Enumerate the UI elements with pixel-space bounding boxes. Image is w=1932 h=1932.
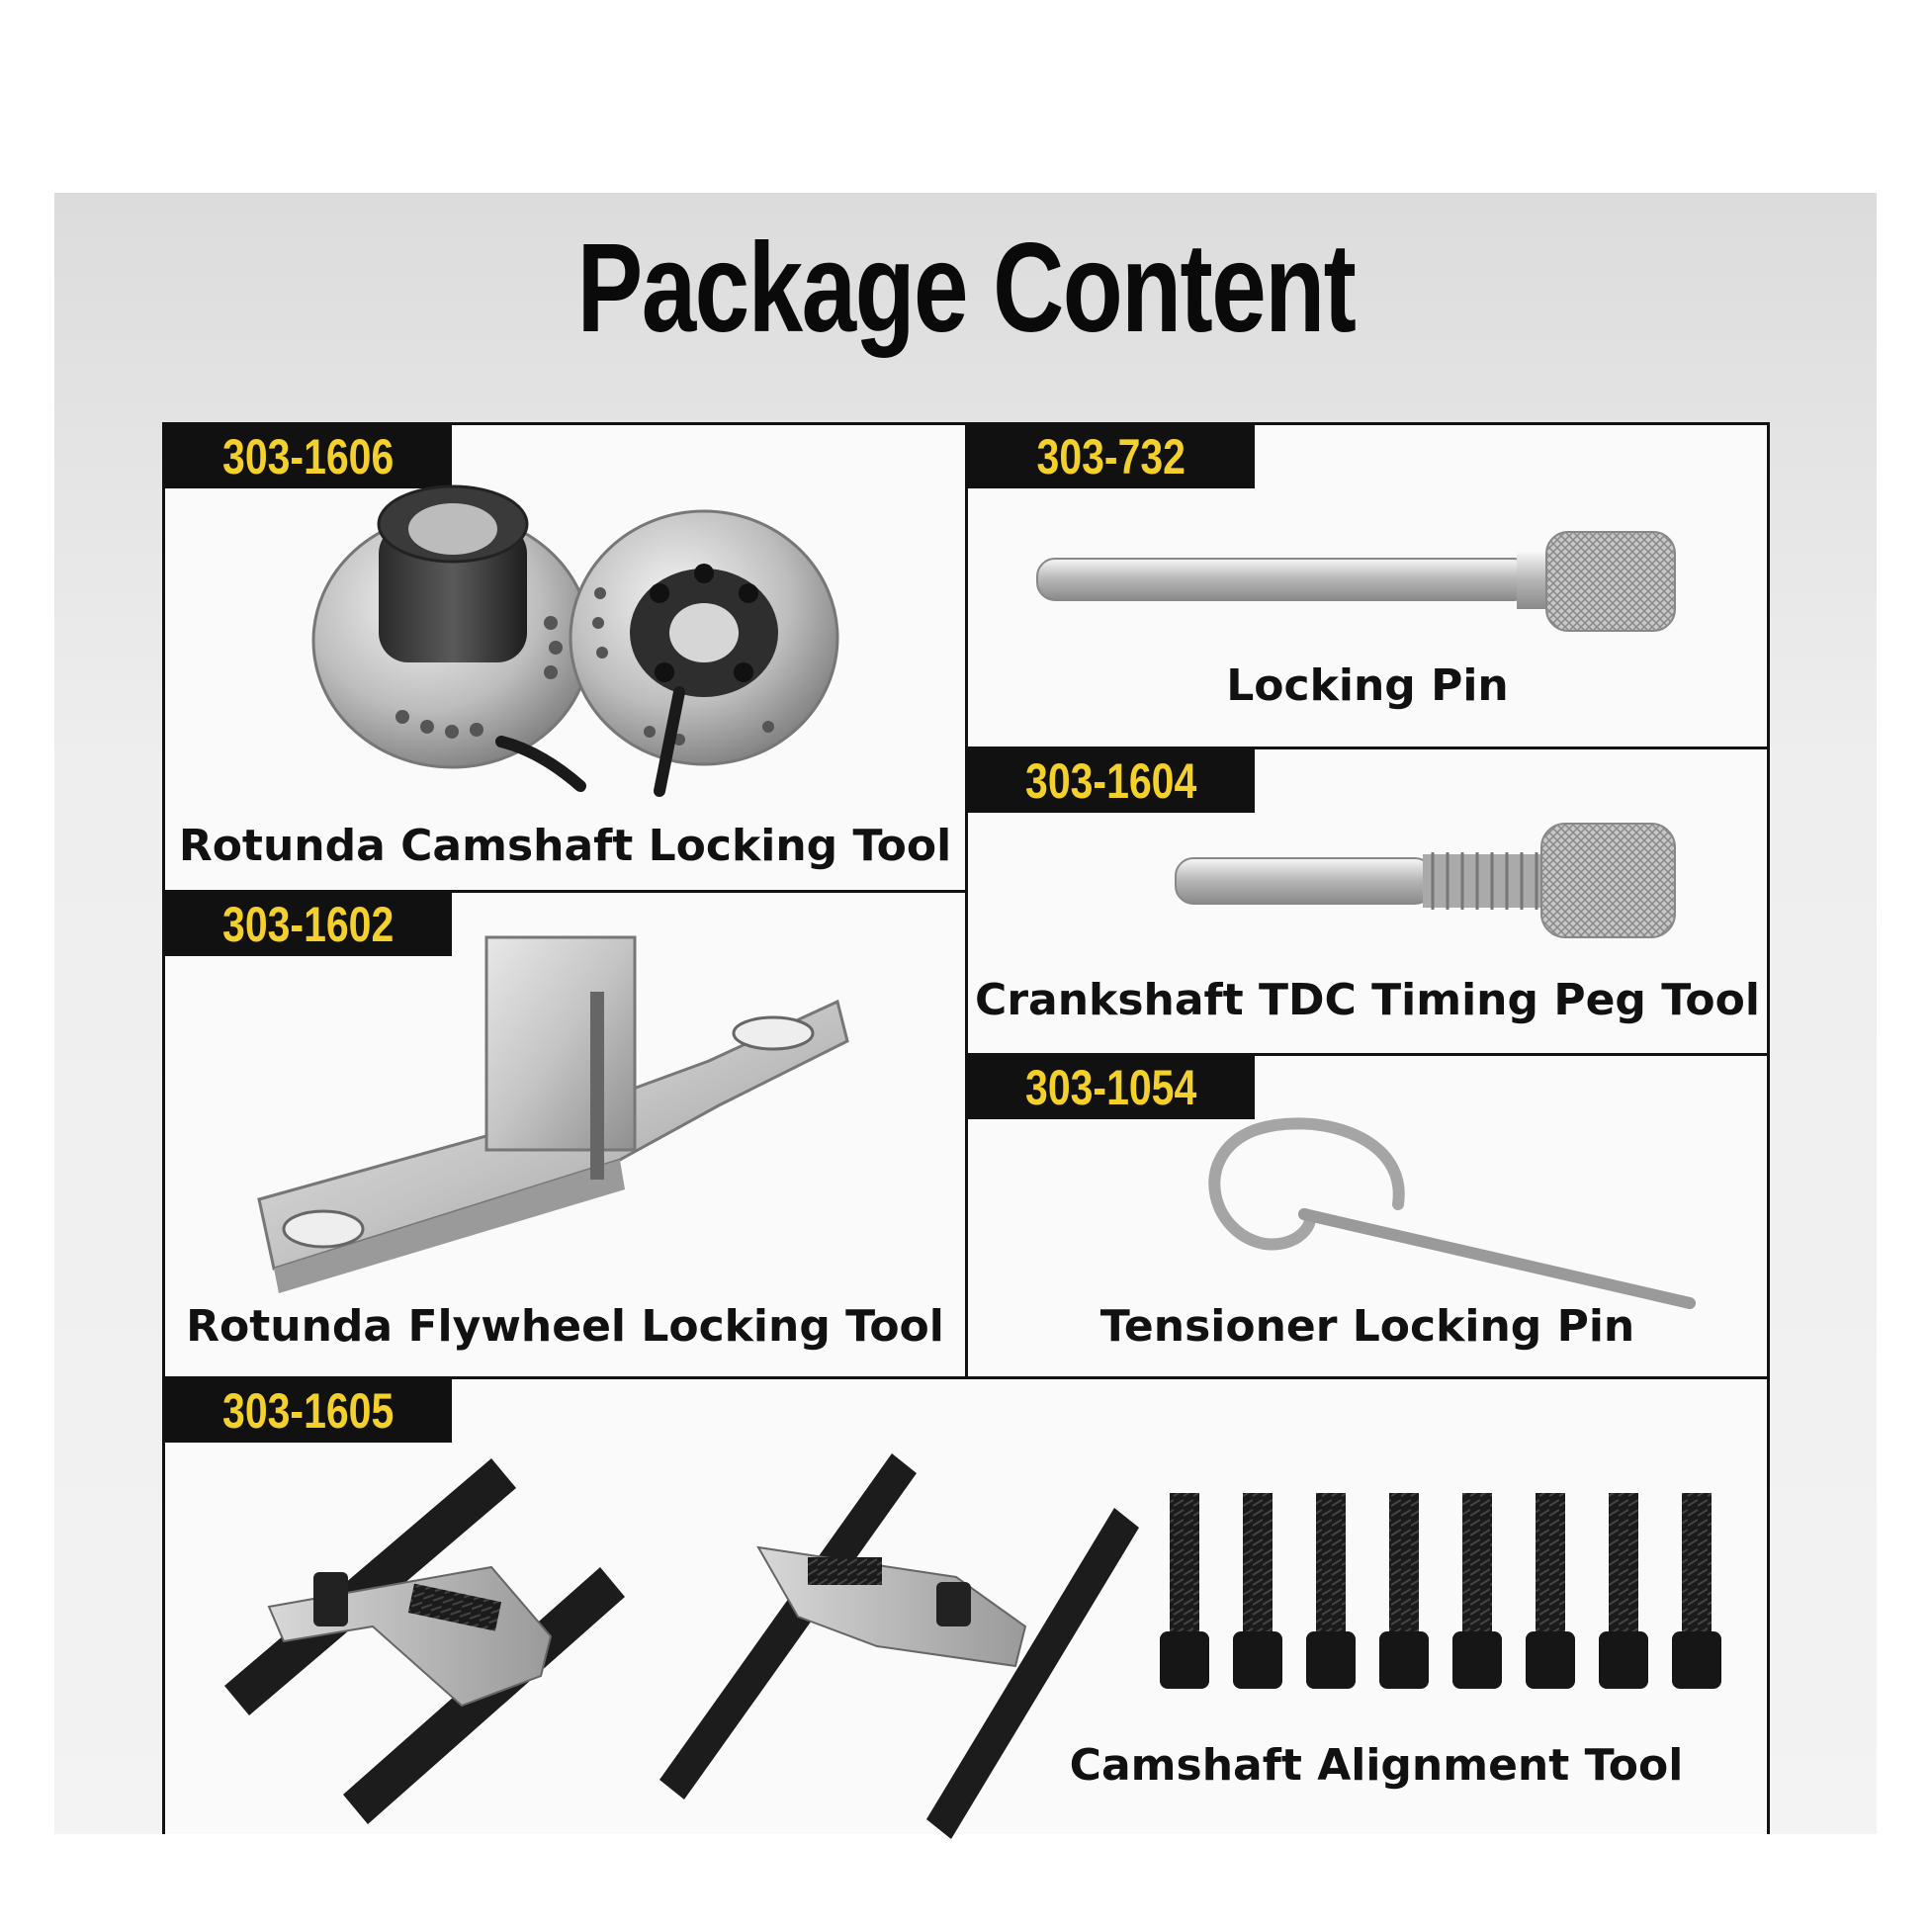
item-name: Crankshaft TDC Timing Peg Tool <box>975 975 1760 1025</box>
item-name: Camshaft Alignment Tool <box>1069 1740 1684 1791</box>
panel-camshaft-alignment-tool <box>162 1376 1770 1834</box>
part-code-tag: 303-732 <box>968 425 1255 488</box>
panel-flywheel-locking-tool <box>162 890 968 1379</box>
item-name: Tensioner Locking Pin <box>1099 1301 1635 1352</box>
bolt-set <box>1160 1493 1721 1689</box>
panel-camshaft-locking-tool <box>162 422 968 893</box>
page-title: Package Content <box>576 218 1356 359</box>
part-code-tag: 303-1606 <box>165 425 452 488</box>
panel-locking-pin <box>965 422 1770 749</box>
part-code-tag: 303-1602 <box>165 893 452 956</box>
item-name: Rotunda Flywheel Locking Tool <box>186 1301 944 1352</box>
item-name: Rotunda Camshaft Locking Tool <box>178 821 952 871</box>
panel-tensioner-locking-pin <box>965 1053 1770 1379</box>
part-code-tag: 303-1605 <box>165 1379 452 1443</box>
part-code-tag: 303-1054 <box>968 1056 1255 1119</box>
panel-crankshaft-tdc-peg <box>965 746 1770 1056</box>
part-code-tag: 303-1604 <box>968 749 1255 813</box>
item-name: Locking Pin <box>1226 660 1509 711</box>
